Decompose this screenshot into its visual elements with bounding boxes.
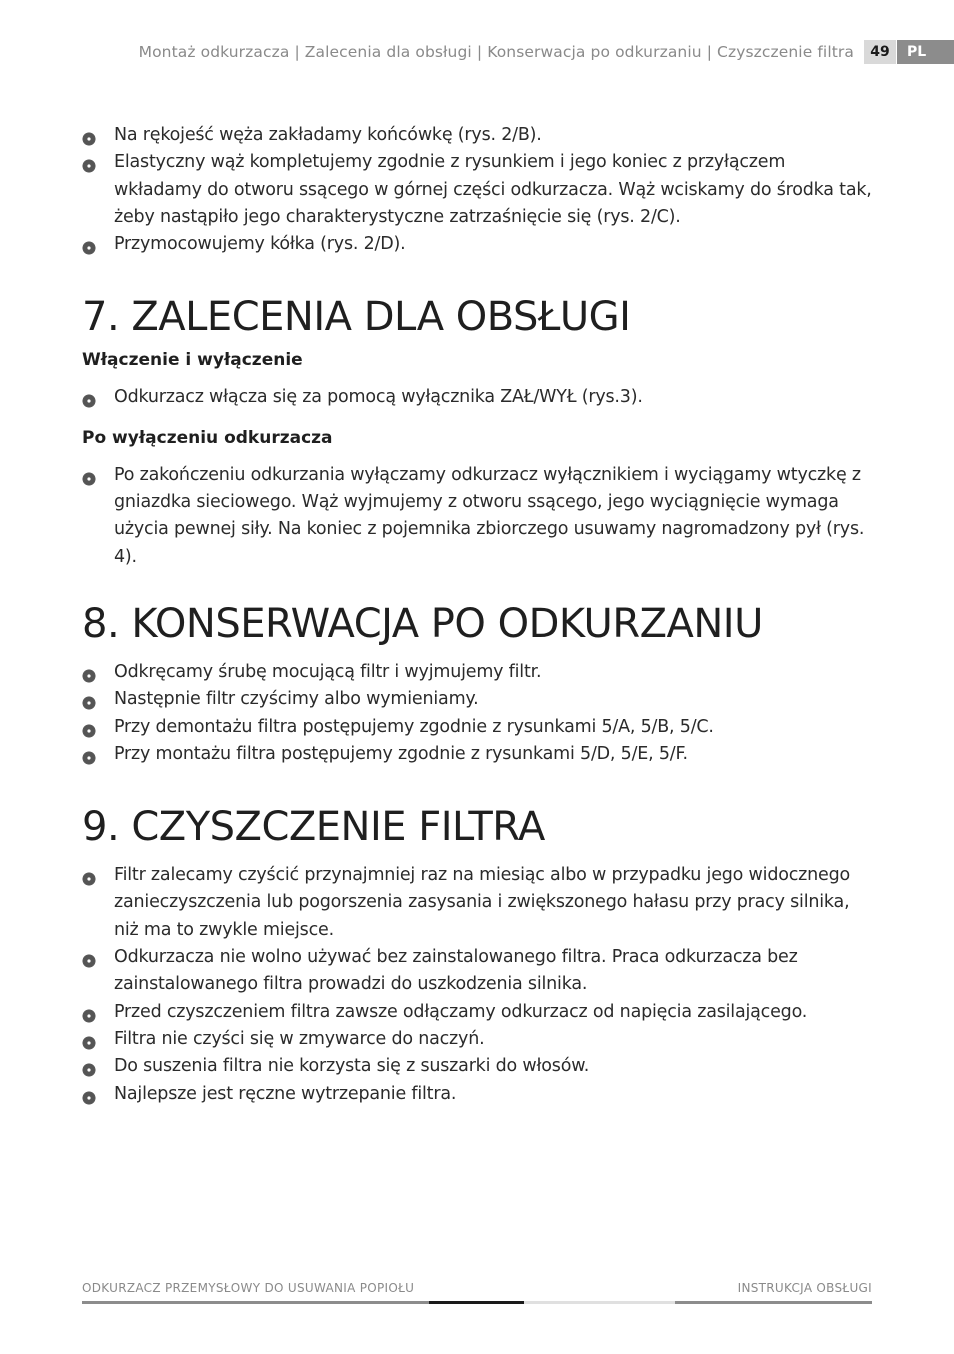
gear-bullet-icon xyxy=(82,1059,96,1073)
gear-bullet-icon xyxy=(82,950,96,964)
footer-product-name: ODKURZACZ PRZEMYSŁOWY DO USUWANIA POPIOŁU xyxy=(82,1281,415,1295)
gear-bullet-icon xyxy=(82,1032,96,1046)
list-item-text: Przymocowujemy kółka (rys. 2/D). xyxy=(114,234,406,255)
section-7-subheading-power: Włączenie i wyłączenie xyxy=(82,350,303,371)
gear-bullet-icon xyxy=(82,692,96,706)
list-item xyxy=(82,659,872,686)
section-8-list xyxy=(82,659,872,768)
section-9-list xyxy=(82,862,872,1108)
gear-bullet-icon xyxy=(82,128,96,142)
list-item-text: Odkurzacz włącza się za pomocą wyłącznika ZAŁ/WYŁ (rys.3). xyxy=(114,387,643,408)
section-7-after-list xyxy=(82,462,872,571)
section-9-title: 9. CZYSZCZENIE FILTRA xyxy=(82,804,545,851)
list-item xyxy=(82,862,872,944)
list-item xyxy=(82,686,872,713)
section-8-title: 8. KONSERWACJA PO ODKURZANIU xyxy=(82,600,763,647)
header-breadcrumb: Montaż odkurzacza | Zalecenia dla obsługi | Konserwacja po odkurzaniu | Czyszczenie filtra xyxy=(138,43,854,61)
list-item xyxy=(82,714,872,741)
intro-list xyxy=(82,122,872,258)
list-item-text: Odkręcamy śrubę mocującą filtr i wyjmujemy filtr. xyxy=(114,661,542,682)
list-item xyxy=(82,1081,872,1108)
list-item xyxy=(82,384,872,411)
footer-divider-gray-left xyxy=(82,1301,429,1304)
list-item xyxy=(82,999,872,1026)
gear-bullet-icon xyxy=(82,868,96,882)
list-item xyxy=(82,944,872,999)
gear-bullet-icon xyxy=(82,468,96,482)
footer-divider-gray-right xyxy=(675,1301,872,1304)
list-item-text: Filtr zalecamy czyścić przynajmniej raz na miesiąc albo w przypadku jego widocznego zanieczyszczenia lub pogorszenia zasysania i zwiększonego hałasu przy pracy silnika, niż ma to zwykle miejsce. xyxy=(114,865,851,940)
gear-bullet-icon xyxy=(82,390,96,404)
list-item-text: Przy montażu filtra postępujemy zgodnie z rysunkami 5/D, 5/E, 5/F. xyxy=(114,743,688,764)
page-number: 49 xyxy=(864,40,896,64)
list-item-text: Na rękojeść węża zakładamy końcówkę (rys. 2/B). xyxy=(114,125,542,145)
list-item-text: Przed czyszczeniem filtra zawsze odłączamy odkurzacz od napięcia zasilającego. xyxy=(114,1001,808,1022)
list-item-text: Następnie filtr czyścimy albo wymieniamy. xyxy=(114,689,479,710)
gear-bullet-icon xyxy=(82,720,96,734)
gear-bullet-icon xyxy=(82,237,96,251)
gear-bullet-icon xyxy=(82,665,96,679)
list-item-text: Filtra nie czyści się w zmywarce do naczyń. xyxy=(114,1028,485,1049)
list-item-text: Po zakończeniu odkurzania wyłączamy odkurzacz wyłącznikiem i wyciągamy wtyczkę z gniazdka sieciowego. Wąż wyjmujemy z otworu ssącego, jego wyciągnięcie wymaga użycia pewnej siły. Na koniec z pojemnika zbiorczego usuwamy nagromadzony pył (rys. 4). xyxy=(114,464,865,567)
section-7-subheading-after: Po wyłączeniu odkurzacza xyxy=(82,427,333,448)
gear-bullet-icon xyxy=(82,155,96,169)
list-item-text: Odkurzacza nie wolno używać bez zainstalowanego filtra. Praca odkurzacza bez zainstalowanego filtra prowadzi do uszkodzenia silnika. xyxy=(114,947,798,995)
list-item xyxy=(82,741,872,768)
page-header xyxy=(0,40,954,64)
list-item xyxy=(82,1053,872,1080)
list-item xyxy=(82,462,872,571)
section-7-power-list xyxy=(82,384,872,411)
page-footer xyxy=(82,1280,872,1310)
list-item-text: Przy demontażu filtra postępujemy zgodnie z rysunkami 5/A, 5/B, 5/C. xyxy=(114,716,714,737)
list-item-text: Elastyczny wąż kompletujemy zgodnie z rysunkiem i jego koniec z przyłączem wkładamy do otworu ssącego w górnej części odkurzacza. Wąż wciskamy do środka tak, żeby nastąpiło jego charakterystyczne zatrzaśnięcie się (rys. 2/C). xyxy=(114,152,872,227)
list-item xyxy=(82,122,872,149)
list-item xyxy=(82,1026,872,1053)
footer-divider-light xyxy=(524,1301,675,1304)
footer-divider-dark xyxy=(429,1301,524,1304)
gear-bullet-icon xyxy=(82,1005,96,1019)
main-content xyxy=(82,122,872,1108)
list-item xyxy=(82,149,872,231)
gear-bullet-icon xyxy=(82,1087,96,1101)
language-badge: PL xyxy=(897,40,954,64)
section-7-title: 7. ZALECENIA DLA OBSŁUGI xyxy=(82,294,631,341)
list-item-text: Najlepsze jest ręczne wytrzepanie filtra. xyxy=(114,1083,457,1104)
footer-manual-label: INSTRUKCJA OBSŁUGI xyxy=(737,1281,872,1295)
list-item xyxy=(82,231,872,258)
gear-bullet-icon xyxy=(82,747,96,761)
list-item-text: Do suszenia filtra nie korzysta się z suszarki do włosów. xyxy=(114,1056,590,1077)
